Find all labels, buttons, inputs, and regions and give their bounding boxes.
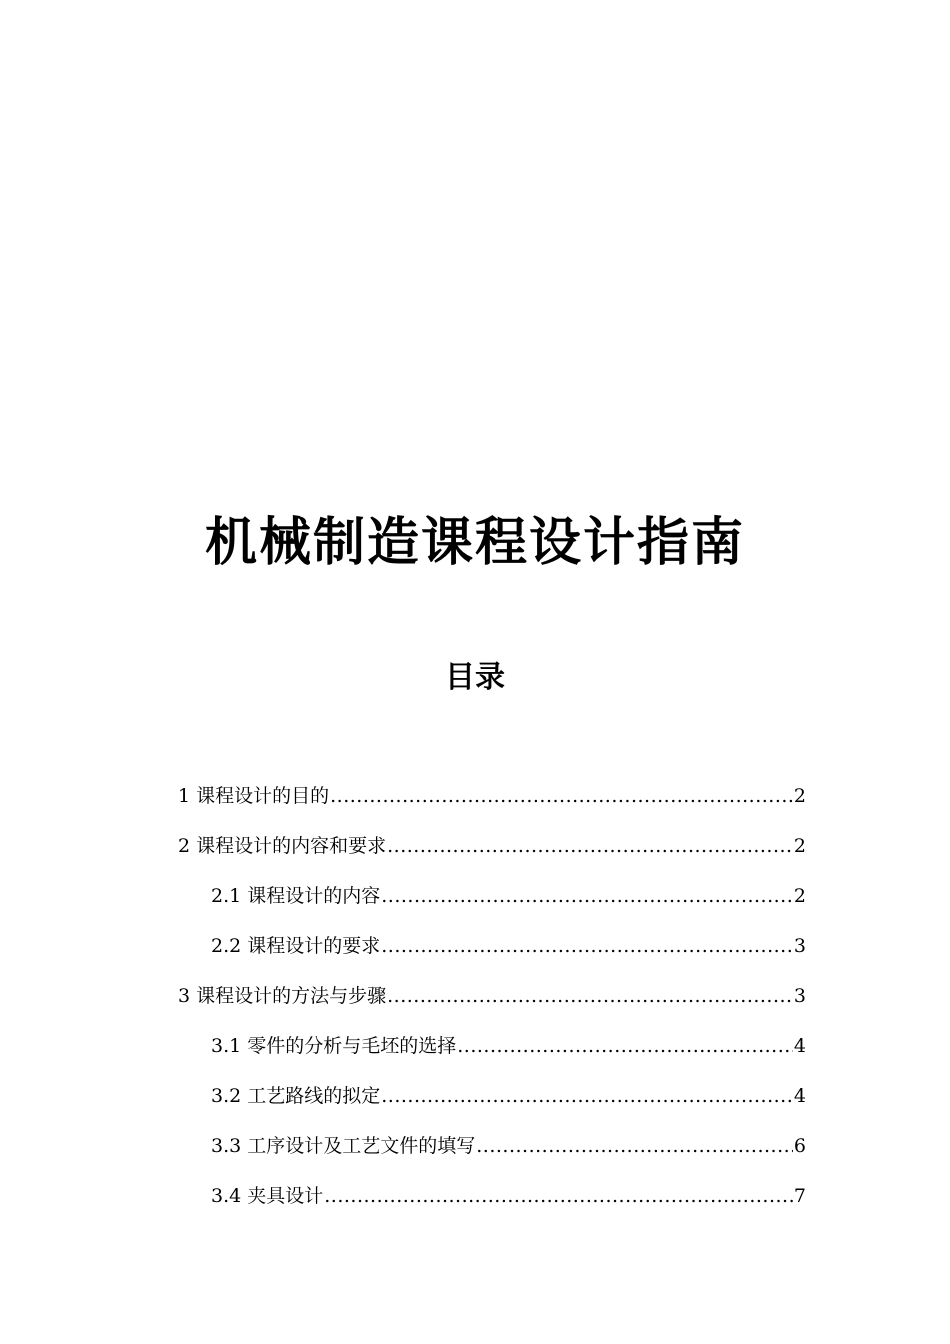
toc-entry[interactable] xyxy=(178,780,806,830)
toc-entry[interactable] xyxy=(178,1130,806,1180)
toc-entry[interactable] xyxy=(178,1030,806,1080)
toc-entry-label: 3.3 工序设计及工艺文件的填写 xyxy=(211,1135,476,1157)
toc-dot-leader xyxy=(330,780,793,812)
toc-entry-page: 3 xyxy=(793,985,806,1007)
toc-entry-label: 3.2 工艺路线的拟定 xyxy=(211,1085,381,1107)
toc-entry-label: 2.2 课程设计的要求 xyxy=(211,935,381,957)
toc-entry-page: 4 xyxy=(793,1085,806,1107)
toc-dot-leader xyxy=(381,930,793,962)
toc-heading: 目录 xyxy=(445,660,505,695)
toc-entry[interactable] xyxy=(178,880,806,930)
toc-entry[interactable] xyxy=(178,980,806,1030)
toc-entry[interactable] xyxy=(178,930,806,980)
table-of-contents xyxy=(178,780,806,1230)
toc-entry[interactable] xyxy=(178,1180,806,1230)
toc-entry-page: 6 xyxy=(793,1135,806,1157)
toc-entry-page: 2 xyxy=(793,785,806,807)
toc-entry-label: 3 课程设计的方法与步骤 xyxy=(178,985,387,1007)
toc-dot-leader xyxy=(476,1130,793,1162)
toc-entry-page: 4 xyxy=(793,1035,806,1057)
toc-dot-leader xyxy=(387,980,793,1012)
toc-dot-leader xyxy=(324,1180,793,1212)
toc-entry-label: 1 课程设计的目的 xyxy=(178,785,330,807)
toc-entry-label: 3.4 夹具设计 xyxy=(211,1185,324,1207)
toc-entry-label: 2.1 课程设计的内容 xyxy=(211,885,381,907)
toc-entry-page: 2 xyxy=(793,835,806,857)
document-title: 机械制造课程设计指南 xyxy=(204,513,745,573)
toc-entry[interactable] xyxy=(178,830,806,880)
toc-entry-page: 2 xyxy=(793,885,806,907)
toc-entry-page: 3 xyxy=(793,935,806,957)
toc-dot-leader xyxy=(381,1080,793,1112)
toc-dot-leader xyxy=(457,1030,793,1062)
toc-entry-label: 2 课程设计的内容和要求 xyxy=(178,835,387,857)
toc-entry-page: 7 xyxy=(793,1185,806,1207)
toc-dot-leader xyxy=(387,830,793,862)
toc-dot-leader xyxy=(381,880,793,912)
toc-entry-label: 3.1 零件的分析与毛坯的选择 xyxy=(211,1035,457,1057)
toc-entry[interactable] xyxy=(178,1080,806,1130)
